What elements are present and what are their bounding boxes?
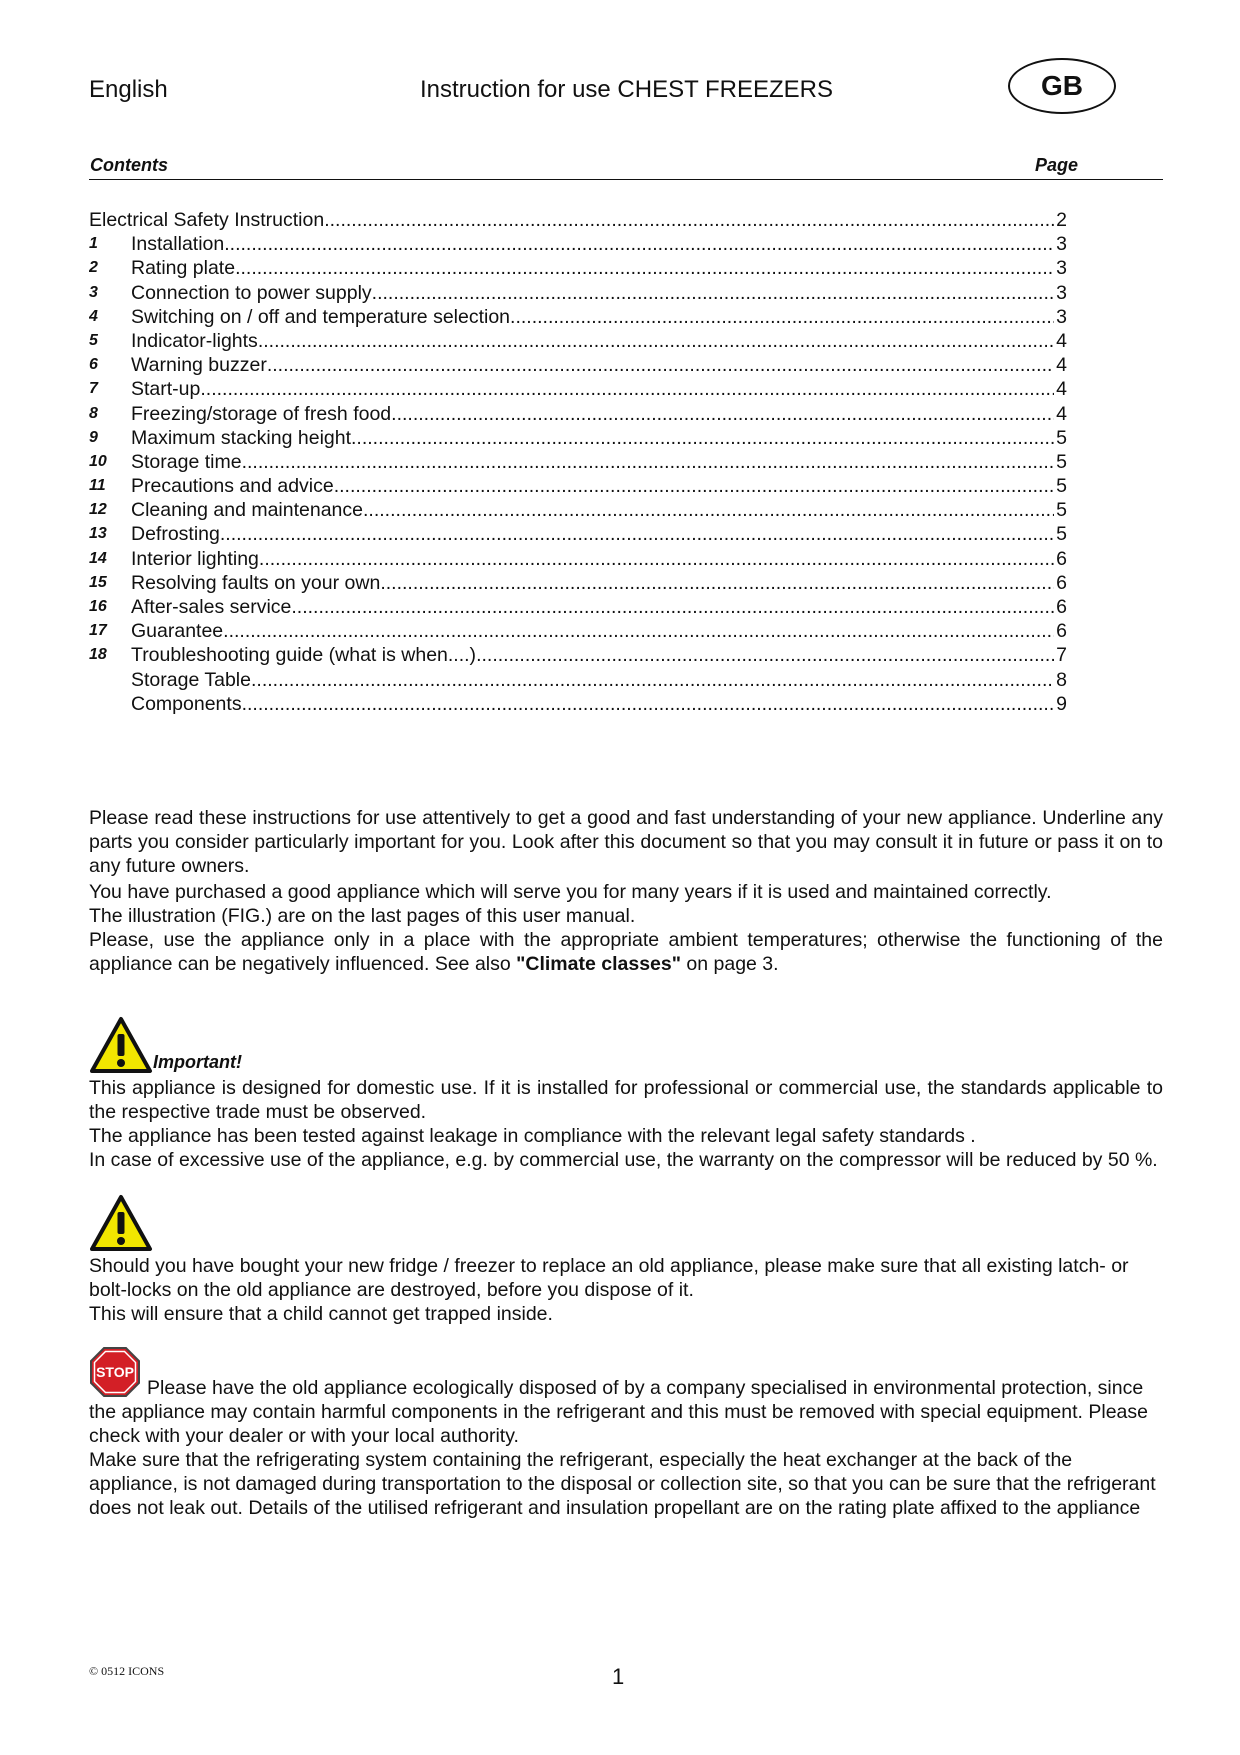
toc-entry-label: Interior lighting bbox=[131, 547, 259, 570]
toc-entry-number: 2 bbox=[89, 259, 98, 277]
toc-entry bbox=[89, 643, 1067, 667]
toc-entry bbox=[89, 232, 1067, 256]
toc-entry-page: 4 bbox=[1056, 329, 1067, 352]
toc-entry-label: Maximum stacking height bbox=[131, 426, 352, 449]
toc-entry-line bbox=[131, 450, 1067, 474]
toc-entry bbox=[89, 450, 1067, 474]
toc-entry-number: 7 bbox=[89, 380, 98, 398]
language-label: English bbox=[89, 76, 168, 103]
intro-paragraph-3-text: Please, use the appliance only in a place with the appropriate ambient temperatures; otherwise the functioning of the appliance can be negatively influenced. See also bbox=[89, 929, 1163, 975]
toc-entry-number: 18 bbox=[89, 646, 107, 664]
toc-dot-leader bbox=[242, 450, 1055, 474]
toc-entry-label: Precautions and advice bbox=[131, 475, 334, 498]
toc-entry bbox=[89, 402, 1067, 426]
toc-entry bbox=[89, 256, 1067, 280]
toc-entry bbox=[89, 377, 1067, 401]
toc-entry-line bbox=[131, 232, 1067, 256]
warning-paragraph-1: Should you have bought your new fridge / freezer to replace an old appliance, please make sure that all existing latch- or bolt-locks on the old appliance are destroyed, before you dispose of it. bbox=[89, 1255, 1129, 1301]
important-paragraph-2: The appliance has been tested against leakage in compliance with the relevant legal safety standards . bbox=[89, 1125, 976, 1147]
intro-paragraph-2-line-1: You have purchased a good appliance which will serve you for many years if it is used and maintained correctly. bbox=[89, 881, 1052, 903]
country-badge bbox=[1008, 58, 1116, 114]
table-of-contents bbox=[89, 208, 1067, 716]
toc-dot-leader bbox=[242, 692, 1055, 716]
toc-entry-line bbox=[131, 643, 1067, 667]
toc-entry-page: 3 bbox=[1056, 305, 1067, 328]
toc-entry-number: 3 bbox=[89, 283, 98, 301]
toc-entry bbox=[89, 571, 1067, 595]
toc-dot-leader bbox=[476, 643, 1054, 667]
toc-dot-leader bbox=[224, 232, 1054, 256]
toc-entry bbox=[89, 595, 1067, 619]
toc-entry-number: 10 bbox=[89, 452, 107, 470]
intro-paragraph-3-end: on page 3. bbox=[680, 953, 779, 975]
toc-entry-line bbox=[131, 353, 1067, 377]
intro-paragraph-1: Please read these instructions for use attentively to get a good and fast understanding of your new appliance. Underline any parts you consider particularly important for you. Look after this document so that you may consult it in future or pass it on to any future owners. bbox=[89, 807, 1163, 877]
contents-heading: Contents bbox=[90, 155, 168, 175]
toc-entry bbox=[89, 547, 1067, 571]
toc-entry-label: Guarantee bbox=[131, 620, 224, 643]
toc-entry-page: 3 bbox=[1056, 281, 1067, 304]
toc-entry bbox=[89, 692, 1067, 716]
toc-entry-line bbox=[131, 547, 1067, 571]
toc-entry-page: 5 bbox=[1056, 450, 1067, 473]
toc-entry-page: 2 bbox=[1056, 209, 1067, 231]
toc-entry-label: Indicator-lights bbox=[131, 329, 258, 352]
intro-paragraph-2-line-2: The illustration (FIG.) are on the last pages of this user manual. bbox=[89, 905, 636, 927]
toc-entry-page: 6 bbox=[1056, 571, 1067, 594]
toc-entry-label: Electrical Safety Instruction bbox=[89, 209, 325, 231]
toc-entry-line bbox=[131, 256, 1067, 280]
toc-entry-page: 5 bbox=[1056, 475, 1067, 498]
toc-entry bbox=[89, 426, 1067, 450]
country-code: GB bbox=[1041, 70, 1083, 101]
toc-entry bbox=[89, 305, 1067, 329]
toc-entry-line bbox=[131, 305, 1067, 329]
toc-dot-leader bbox=[259, 547, 1054, 571]
toc-entry bbox=[89, 498, 1067, 522]
toc-entry-label: Rating plate bbox=[131, 257, 236, 280]
toc-dot-leader bbox=[351, 426, 1054, 450]
toc-entry-label: After-sales service bbox=[131, 596, 292, 618]
toc-entry-number: 15 bbox=[89, 573, 107, 591]
toc-dot-leader bbox=[334, 474, 1054, 498]
toc-dot-leader bbox=[258, 329, 1054, 353]
toc-entry-label: Defrosting bbox=[131, 523, 220, 546]
toc-entry-label: Freezing/storage of fresh food bbox=[131, 402, 392, 425]
toc-entry bbox=[89, 329, 1067, 353]
page-number: 1 bbox=[612, 1664, 625, 1689]
toc-entry-number: 13 bbox=[89, 525, 107, 543]
toc-entry-page: 6 bbox=[1056, 620, 1067, 643]
toc-entry bbox=[89, 474, 1067, 498]
warning-paragraph-2: This will ensure that a child cannot get trapped inside. bbox=[89, 1303, 553, 1325]
climate-classes-reference: "Climate classes" bbox=[516, 953, 681, 975]
toc-entry-label: Storage time bbox=[131, 450, 242, 473]
toc-entry-page: 6 bbox=[1056, 547, 1067, 570]
toc-entry bbox=[89, 353, 1067, 377]
toc-entry-page: 7 bbox=[1056, 644, 1067, 667]
page-column-heading: Page bbox=[1034, 155, 1078, 175]
toc-entry-line bbox=[131, 329, 1067, 353]
important-label: Important! bbox=[153, 1052, 242, 1072]
toc-dot-leader bbox=[324, 208, 1054, 232]
toc-entry-line bbox=[131, 402, 1067, 426]
toc-dot-leader bbox=[235, 256, 1054, 280]
toc-entry-page: 3 bbox=[1056, 257, 1067, 280]
toc-entry-page: 4 bbox=[1056, 354, 1067, 377]
toc-entry-line bbox=[131, 595, 1067, 619]
copyright-note: © 0512 ICONS bbox=[89, 1664, 165, 1678]
toc-dot-leader bbox=[200, 377, 1054, 401]
toc-entry-number: 14 bbox=[89, 549, 107, 567]
toc-entry-page: 4 bbox=[1056, 402, 1067, 425]
toc-entry-line bbox=[131, 619, 1067, 643]
toc-entry-line bbox=[131, 668, 1067, 692]
important-paragraph-3: In case of excessive use of the appliance, e.g. by commercial use, the warranty on the compressor will be reduced by 50 %. bbox=[89, 1149, 1158, 1171]
toc-entry-line bbox=[131, 474, 1067, 498]
toc-entry-number: 11 bbox=[89, 477, 106, 495]
toc-dot-leader bbox=[291, 595, 1054, 619]
toc-dot-leader bbox=[363, 498, 1054, 522]
toc-dot-leader bbox=[510, 305, 1054, 329]
toc-entry-number: 17 bbox=[89, 622, 107, 640]
toc-entry-page: 8 bbox=[1056, 668, 1067, 691]
toc-entry-label: Resolving faults on your own bbox=[131, 571, 381, 594]
toc-entry-label: Warning buzzer bbox=[131, 354, 267, 377]
toc-entry-number: 4 bbox=[89, 307, 98, 325]
toc-entry-number: 5 bbox=[89, 331, 98, 349]
stop-sign-text: STOP bbox=[96, 1364, 134, 1380]
toc-entry-number: 9 bbox=[89, 428, 98, 446]
toc-entry-label: Switching on / off and temperature selection bbox=[131, 305, 511, 328]
warning-triangle-icon bbox=[89, 1194, 153, 1252]
document-title: Instruction for use CHEST FREEZERS bbox=[420, 76, 834, 103]
toc-entry-number: 16 bbox=[89, 598, 107, 615]
toc-entry bbox=[89, 619, 1067, 643]
toc-dot-leader bbox=[220, 522, 1054, 546]
toc-entry-page: 3 bbox=[1056, 233, 1067, 256]
toc-entry bbox=[89, 281, 1067, 305]
intro-paragraph-3 bbox=[89, 928, 1163, 976]
toc-entry-line bbox=[131, 571, 1067, 595]
toc-entry bbox=[89, 208, 1067, 232]
important-paragraph-1: This appliance is designed for domestic use. If it is installed for professional or commercial use, the standards applicable to the respective trade must be observed. bbox=[89, 1077, 1163, 1123]
disposal-paragraph-1: Please have the old appliance ecologically disposed of by a company specialised in environmental protection, since the appliance may contain harmful components in the refrigerant and this must be removed with special equipment. Please check with your dealer or with your local authority. bbox=[89, 1377, 1148, 1447]
toc-entry-label: Connection to power supply bbox=[131, 281, 372, 304]
toc-entry-line bbox=[131, 692, 1067, 716]
toc-entry-number: 6 bbox=[89, 356, 98, 374]
intro-paragraph-2 bbox=[89, 880, 1163, 928]
toc-dot-leader bbox=[223, 619, 1054, 643]
toc-entry-number: 8 bbox=[89, 404, 98, 422]
toc-entry-label: Storage Table bbox=[131, 668, 251, 691]
toc-dot-leader bbox=[267, 353, 1054, 377]
toc-entry-label: Start-up bbox=[131, 378, 201, 401]
toc-entry-page: 5 bbox=[1056, 523, 1067, 546]
toc-entry-label: Troubleshooting guide (what is when....) bbox=[131, 644, 477, 667]
toc-entry-label: Cleaning and maintenance bbox=[131, 499, 364, 522]
toc-entry-number: 12 bbox=[89, 501, 107, 519]
toc-entry-label: Installation bbox=[131, 233, 225, 256]
contents-header bbox=[89, 155, 1163, 180]
toc-dot-leader bbox=[251, 668, 1054, 692]
warning-triangle-icon bbox=[89, 1016, 153, 1074]
toc-entry-page: 6 bbox=[1056, 596, 1067, 618]
toc-entry-page: 9 bbox=[1056, 692, 1067, 715]
disposal-paragraph-2: Make sure that the refrigerating system containing the refrigerant, especially the heat exchanger at the back of the appliance, is not damaged during transportation to the disposal or collection site, so that you can be sure that the refrigerant does not leak out. Details of the utilised refrigerant and insulation propellant are on the rating plate affixed to the appliance bbox=[89, 1449, 1156, 1519]
toc-entry-line bbox=[131, 426, 1067, 450]
toc-dot-leader bbox=[391, 402, 1054, 426]
toc-entry-line bbox=[131, 281, 1067, 305]
toc-entry-line bbox=[131, 377, 1067, 401]
toc-entry-page: 5 bbox=[1056, 426, 1067, 449]
toc-entry-line bbox=[89, 208, 1067, 232]
toc-entry-page: 5 bbox=[1056, 499, 1067, 522]
toc-entry-page: 4 bbox=[1056, 378, 1067, 401]
toc-entry-line bbox=[131, 522, 1067, 546]
toc-dot-leader bbox=[380, 571, 1054, 595]
toc-entry-line bbox=[131, 498, 1067, 522]
toc-entry bbox=[89, 522, 1067, 546]
toc-entry-label: Components bbox=[131, 692, 242, 715]
toc-entry-number: 1 bbox=[89, 235, 98, 253]
toc-dot-leader bbox=[372, 281, 1054, 305]
toc-entry bbox=[89, 668, 1067, 692]
